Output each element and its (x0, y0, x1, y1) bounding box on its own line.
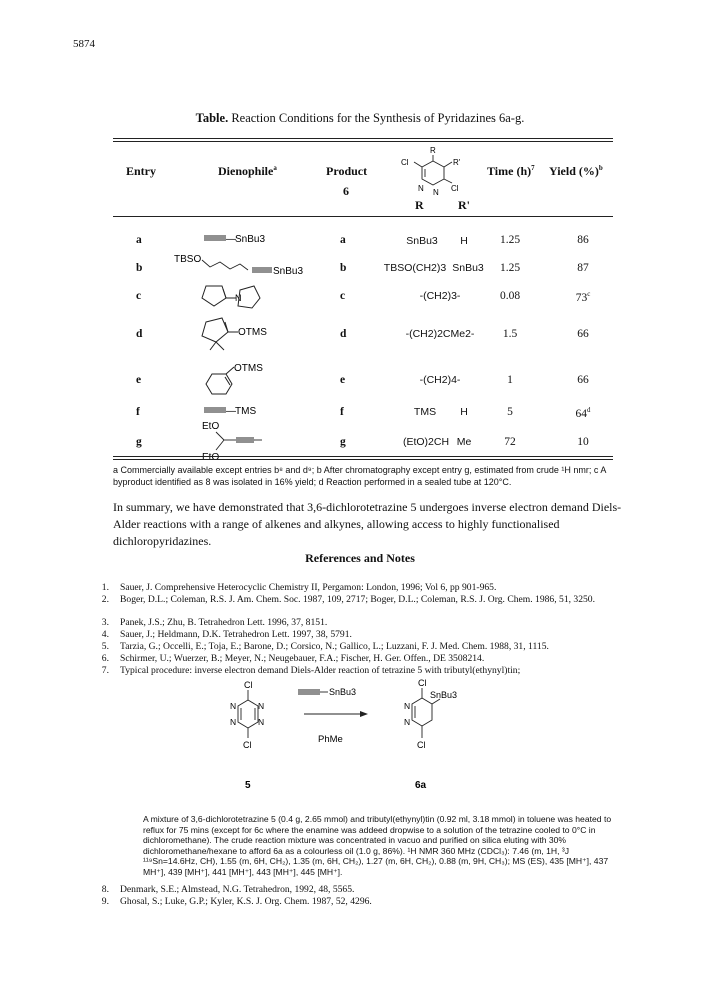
row-a-product: a (340, 234, 346, 246)
row-g-yield: 10 (577, 436, 589, 448)
reference-7-num: 7. (101, 665, 109, 676)
row-f-dash: — (226, 406, 236, 417)
table-header-rule (113, 216, 613, 217)
header-entry: Entry (126, 164, 156, 178)
references-heading: References and Notes (305, 551, 415, 565)
header-yield-sup: b (598, 164, 603, 172)
header-product-num: 6 (343, 184, 349, 198)
row-d-product: d (340, 328, 347, 340)
table-bottom-rule (113, 456, 613, 457)
row-a-rp: H (460, 235, 468, 247)
row-g-r: (EtO)2CH (402, 436, 450, 448)
header-pyridazine-structure (393, 143, 488, 201)
row-e-r: -(CH2)4- (419, 374, 461, 386)
row-c-yield-sup: c (587, 290, 591, 298)
row-f-rp: H (460, 406, 468, 418)
page-number: 5874 (73, 38, 95, 50)
header-dienophile-sup: a (273, 164, 277, 172)
row-a-r: SnBu3 (406, 235, 438, 247)
header-yield (549, 164, 603, 179)
header-struct-n2: N (433, 188, 439, 197)
row-e-time: 1 (507, 374, 513, 386)
row-a-yield: 86 (577, 234, 589, 246)
scheme-reagent-alkyne (298, 690, 328, 694)
row-c-yield-val: 73 (575, 291, 588, 304)
header-dienophile (218, 164, 277, 179)
row-c-entry: c (136, 290, 142, 302)
row-f-dienophile (196, 400, 276, 418)
header-time-sup: 7 (531, 164, 535, 172)
row-b-sn-label: SnBu3 (273, 266, 304, 277)
row-f-time: 5 (507, 406, 513, 418)
reference-2-text: Boger, D.L.; Coleman, R.S. J. Am. Chem. Soc. 1987, 109, 2717; Boger, D.L.; Coleman, R.S. J. Org. Chem. 1986, 51, 3250. (120, 594, 596, 605)
header-r: R (415, 198, 424, 212)
reference-5-num: 5. (101, 641, 109, 652)
header-struct-rp: R' (453, 158, 461, 167)
reference-1-text: Sauer, J. Comprehensive Heterocyclic Chemistry II, Pergamon: London, 1996; Vol 6, pp 901-965. (120, 582, 497, 593)
reference-5-text: Tarzia, G.; Occelli, E.; Toja, E.; Barone, D.; Corsico, N.; Gallico, L.; Luzzani, F. J. Med. Chem. 1988, 31, 1115. (120, 641, 549, 652)
reference-1-num: 1. (101, 582, 109, 593)
header-struct-r: R (430, 146, 436, 155)
scheme-cl-top-left: Cl (244, 680, 253, 690)
reference-4-num: 4. (101, 629, 109, 640)
row-c-n: N (235, 293, 242, 303)
tetrazine-ring (238, 690, 258, 738)
table-title-label: Table. (195, 111, 229, 125)
reaction-arrow (304, 711, 368, 717)
table-bottom-rule-2 (113, 459, 613, 460)
row-f-yield (568, 406, 598, 420)
table-title-text: Reaction Conditions for the Synthesis of Pyridazines 6a-g. (231, 111, 525, 125)
reference-9-num: 9. (101, 896, 109, 907)
row-f-product: f (340, 406, 344, 418)
scheme-n1: N (230, 701, 237, 711)
row-g-rp: Me (456, 436, 472, 448)
table-top-rule (113, 138, 613, 139)
row-a-time: 1.25 (499, 234, 521, 246)
row-b-product: b (340, 262, 347, 274)
scheme-label-5: 5 (245, 780, 251, 791)
table-title (0, 111, 720, 126)
header-time (487, 164, 535, 179)
reference-6-text: Schirmer, U.; Wuerzer, B.; Meyer, N.; Neugebauer, F.A.; Fischer, H. Ger. Offen., DE 3508214. (120, 653, 485, 664)
header-rprime: R' (458, 198, 470, 212)
scheme-solvent: PhMe (318, 734, 343, 745)
procedure-text: A mixture of 3,6-dichlorotetrazine 5 (0.4 g, 2.65 mmol) and tributyl(ethynyl)tin (0.92 ml, 3.18 mmol) in toluene was heated to reflux for 75 mins (except for 6c where the enamine was addeed dropwise to a solution of the tetrazine cooled to 0°C in dichloromethane). The crude reaction mixture was concentrated in vacuo and purified on silica eluting with 30% dichloromethane/hexane to afford 6a as a colourless oil (1.0 g, 86%). ¹H NMR 360 MHz (CDCl₃): 7.46 (m, 1H, ³J ¹¹⁹Sn=14.6Hz, CH), 1.55 (m, 6H, CH₂), 1.35 (m, 6H, CH₂), 1.27 (m, 6H, CH₂), 0.88 (m, 9H, CH₃); MS (ES), 435 [MH⁺], 437 MH⁺], 439 [MH⁺], 441 [MH⁺], 443 [MH⁺], 445 [MH⁺]. (143, 814, 612, 877)
row-c-dienophile (196, 278, 276, 310)
row-a-sn-label: SnBu3 (235, 234, 266, 245)
row-d-otms: OTMS (238, 327, 267, 338)
scheme-cl-top-right: Cl (418, 678, 427, 688)
row-g-eto1: EtO (202, 421, 220, 432)
reference-8-text: Denmark, S.E.; Almstead, N.G. Tetrahedron, 1992, 48, 5565. (120, 884, 355, 895)
row-g-time: 72 (504, 436, 516, 448)
scheme-cl-bot-right: Cl (417, 740, 426, 750)
row-a-dienophile (196, 228, 276, 246)
header-time-text: Time (h) (487, 164, 532, 178)
row-c-r: -(CH2)3- (419, 290, 461, 302)
summary-paragraph: In summary, we have demonstrated that 3,6-dichlorotetrazine 5 undergoes inverse electron demand Diels-Alder reactions with a range of alkenes and alkynes, allowing access to highly functionalised dichloropyridazines. (113, 500, 622, 548)
reference-4-text: Sauer, J.; Heldmann, D.K. Tetrahedron Lett. 1997, 38, 5791. (120, 629, 352, 640)
row-d-yield: 66 (577, 328, 589, 340)
row-e-dienophile (196, 360, 286, 400)
scheme-sn-right: SnBu3 (430, 690, 458, 700)
row-c-product: c (340, 290, 346, 302)
row-b-r: TBSO(CH2)3 (383, 262, 447, 274)
row-g-product: g (340, 436, 346, 448)
reference-3-num: 3. (101, 617, 109, 628)
scheme-n3: N (230, 717, 237, 727)
scheme-cl-bot-left: Cl (243, 740, 252, 750)
scheme-label-6a: 6a (415, 780, 427, 791)
row-g-entry: g (136, 436, 142, 448)
reaction-scheme (220, 676, 458, 811)
scheme-n6: N (404, 717, 411, 727)
row-b-entry: b (136, 262, 143, 274)
reference-6-num: 6. (101, 653, 109, 664)
row-e-product: e (340, 374, 346, 386)
reference-8-num: 8. (101, 884, 109, 895)
row-b-yield: 87 (577, 262, 589, 274)
row-f-entry: f (136, 406, 140, 418)
header-struct-cl: Cl (401, 158, 409, 167)
row-f-tms: TMS (235, 406, 257, 417)
header-yield-text: Yield (%) (549, 164, 599, 178)
row-g-eto2: EtO (202, 452, 220, 463)
row-d-entry: d (136, 328, 143, 340)
row-c-yield (568, 290, 598, 304)
row-b-time: 1.25 (499, 262, 521, 274)
row-a-sn: — (226, 234, 236, 245)
table-footnote: a Commercially available except entries b⁸ and d⁹; b After chromatography except entry g, estimated from crude ¹H nmr; c A byproduct identified as 8 was isolated in 16% yield; d Reaction performed in a sealed tube at 120°C. (113, 465, 606, 487)
header-product: Product (326, 164, 368, 178)
reference-2-num: 2. (101, 594, 109, 605)
header-dienophile-text: Dienophile (218, 164, 274, 178)
scheme-n2: N (258, 701, 265, 711)
row-e-yield: 66 (577, 374, 589, 386)
scheme-n4: N (258, 717, 265, 727)
header-struct-cl2: Cl (451, 184, 459, 193)
table-top-rule-2 (113, 141, 613, 142)
row-f-r: TMS (413, 406, 437, 418)
header-struct-n: N (418, 184, 424, 193)
row-b-dienophile (172, 250, 322, 278)
reference-3-text: Panek, J.S.; Zhu, B. Tetrahedron Lett. 1996, 37, 8151. (120, 617, 328, 628)
reference-9-text: Ghosal, S.; Luke, G.P.; Kyler, K.S. J. Org. Chem. 1987, 52, 4296. (120, 896, 372, 907)
row-d-time: 1.5 (502, 328, 518, 340)
row-a-entry: a (136, 234, 142, 246)
row-e-otms: OTMS (234, 363, 263, 374)
row-d-r: -(CH2)2CMe2- (405, 328, 475, 340)
reference-7-text: Typical procedure: inverse electron demand Diels-Alder reaction of tetrazine 5 with tributyl(ethynyl)tin; (120, 665, 521, 676)
row-d-dienophile (196, 312, 286, 354)
row-f-yield-sup: d (587, 406, 591, 414)
row-b-rp: SnBu3 (452, 262, 484, 274)
row-f-yield-val: 64 (575, 407, 587, 420)
row-b-tbso: TBSO (174, 254, 202, 265)
row-e-entry: e (136, 374, 142, 386)
row-c-time: 0.08 (499, 290, 521, 302)
scheme-reagent-label: SnBu3 (329, 687, 357, 697)
scheme-n5: N (404, 701, 411, 711)
